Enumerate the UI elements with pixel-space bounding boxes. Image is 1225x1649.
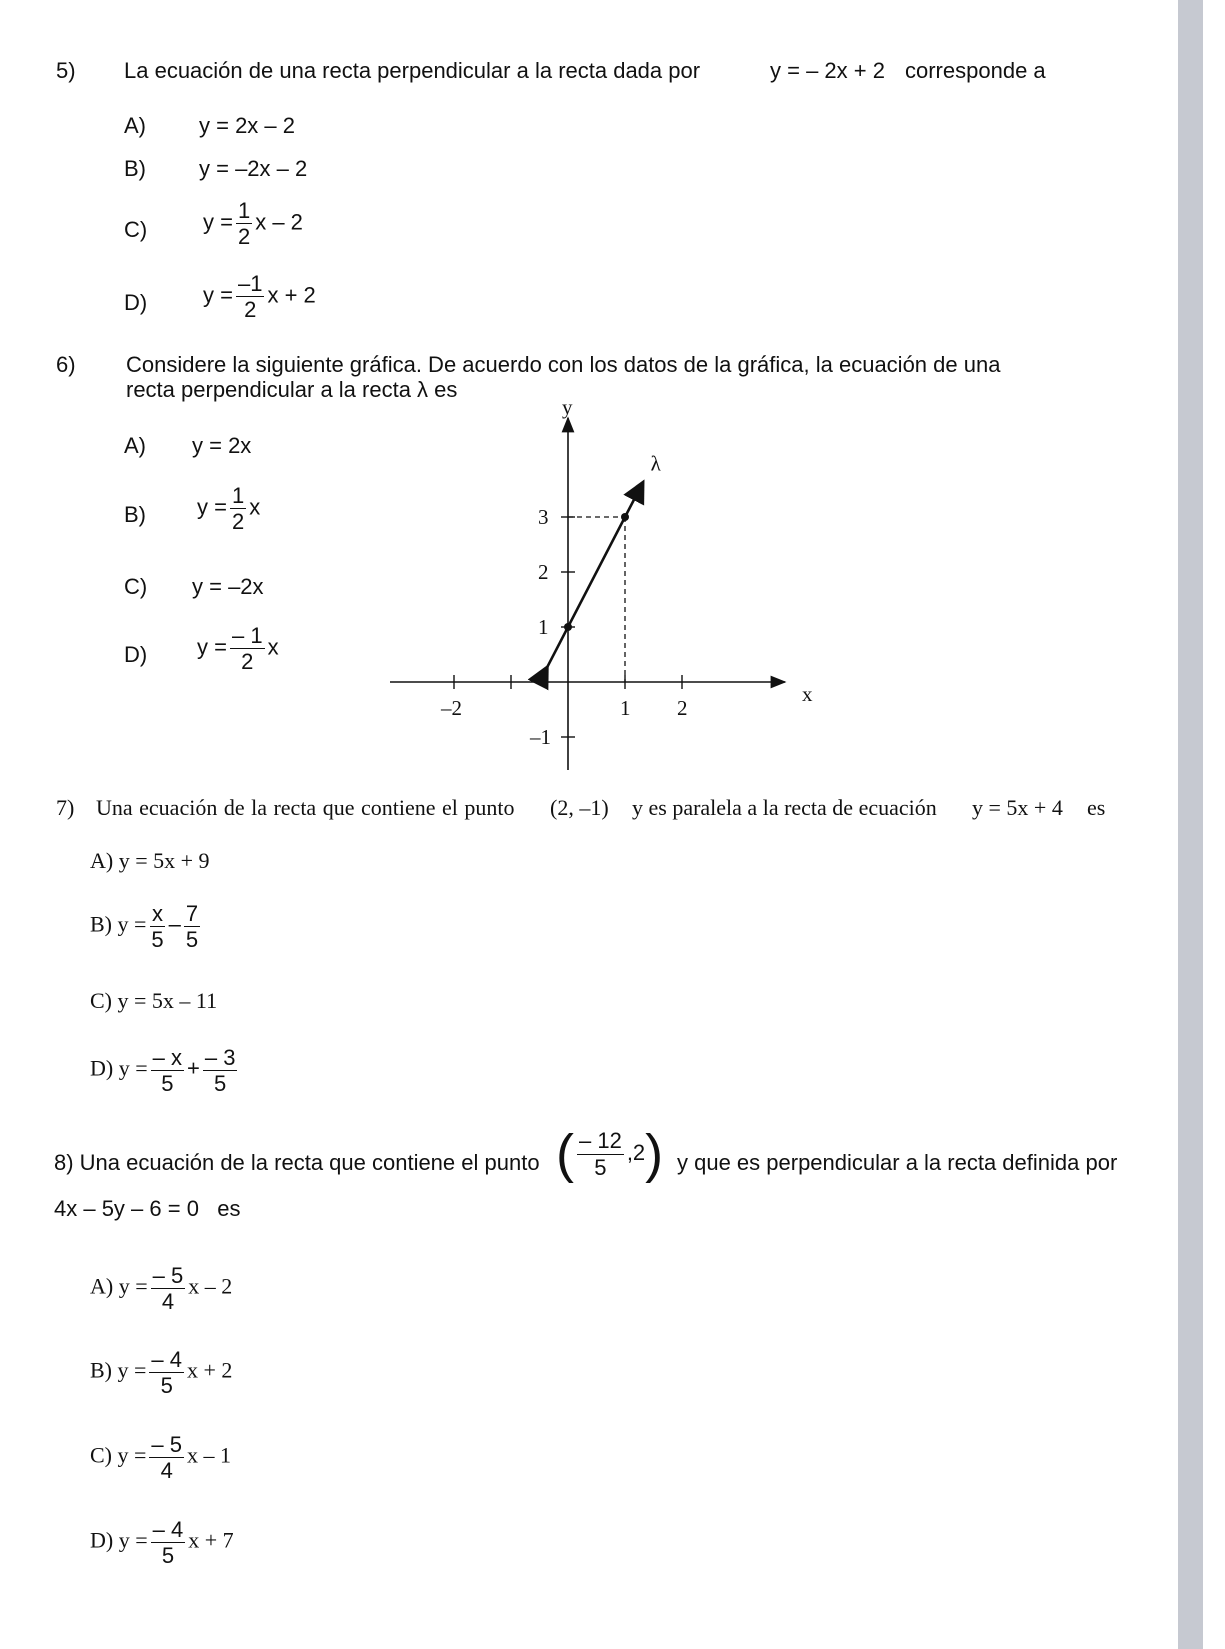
lambda-point bbox=[621, 513, 629, 521]
q5-option-b-label: B) bbox=[124, 156, 146, 181]
q5-option-a: y = 2x – 2 bbox=[199, 113, 296, 138]
q8-option-c-label: C) bbox=[90, 1442, 112, 1468]
q6-d-lhs: y = bbox=[197, 634, 227, 660]
q7-text: Una ecuación de la recta que contiene el punto bbox=[96, 795, 515, 820]
q8-b-rhs: x + 2 bbox=[187, 1357, 233, 1383]
y-tick-label: 2 bbox=[538, 560, 549, 584]
q7-d-op: + bbox=[187, 1055, 200, 1081]
q5-option-c bbox=[203, 199, 303, 248]
q8-d-fraction: $\frac{- 4}{5}$ bbox=[152, 1517, 184, 1569]
y-tick-label: 3 bbox=[538, 505, 549, 529]
q6-option-b-label: B) bbox=[124, 502, 146, 527]
q8-point-fraction: $\frac{- 12}{5}$ bbox=[578, 1128, 622, 1180]
q7-d-lhs: y = bbox=[118, 1055, 148, 1081]
q5-option-d-label: D) bbox=[124, 290, 148, 315]
y-tick-label: 1 bbox=[538, 615, 549, 639]
q5-option-d bbox=[203, 272, 316, 321]
q8-line2 bbox=[54, 1196, 241, 1222]
q8-b-fraction: $\frac{- 4}{5}$ bbox=[151, 1347, 183, 1399]
q6-d-fraction: $\frac{- 1}{2}$ bbox=[231, 623, 263, 675]
q7-option-b-label: B) bbox=[90, 911, 112, 937]
q7-mid: y es paralela a la recta de ecuación bbox=[632, 795, 937, 820]
q7-option-a-label: A) bbox=[90, 848, 114, 873]
q5-option-a-label: A) bbox=[124, 113, 146, 138]
q7-point: (2, –1) bbox=[550, 795, 609, 820]
q8-line2-eq: 4x – 5y – 6 = 0 bbox=[54, 1196, 199, 1221]
q7-option-b bbox=[90, 902, 203, 951]
q8-paren-close: ) bbox=[645, 1124, 664, 1184]
q7-option-c-eq: y = 5x – 11 bbox=[117, 988, 218, 1013]
q5-text: La ecuación de una recta perpendicular a la recta dada por bbox=[124, 58, 701, 83]
lambda-line bbox=[546, 484, 642, 669]
q5-c-lhs: y = bbox=[203, 209, 233, 235]
q7-option-c-label: C) bbox=[90, 988, 112, 1013]
q7-b-op: – bbox=[168, 911, 181, 937]
q8-option-d bbox=[90, 1518, 234, 1567]
q8-a-rhs: x – 2 bbox=[188, 1273, 233, 1299]
x-axis-label: x bbox=[802, 682, 813, 706]
x-tick-label: 1 bbox=[620, 696, 631, 720]
q8-option-b-label: B) bbox=[90, 1357, 112, 1383]
q6-option-d bbox=[197, 624, 279, 673]
q6-b-lhs: y = bbox=[197, 494, 227, 520]
lambda-point bbox=[564, 623, 572, 631]
q7-d-fraction-2: $\frac{- 3}{5}$ bbox=[204, 1045, 236, 1097]
q5-d-lhs: y = bbox=[203, 282, 233, 308]
q7-b-lhs: y = bbox=[117, 911, 147, 937]
q7-option-a bbox=[90, 848, 210, 874]
q5-c-fraction: $\frac{1}{2}$ bbox=[237, 198, 251, 250]
q5-option-c-label: C) bbox=[124, 217, 148, 242]
q7-option-c bbox=[90, 988, 217, 1014]
q6-option-a-label: A) bbox=[124, 433, 146, 458]
q7-option-d bbox=[90, 1046, 240, 1095]
q8-d-lhs: y = bbox=[118, 1527, 148, 1553]
q7-option-a-eq: y = 5x + 9 bbox=[118, 848, 210, 873]
q7-b-fraction-1: $\frac{x}{5}$ bbox=[151, 901, 164, 953]
x-tick-label: 2 bbox=[677, 696, 688, 720]
q7-b-fraction-2: $\frac{7}{5}$ bbox=[185, 901, 199, 953]
q6-b-fraction: $\frac{1}{2}$ bbox=[231, 483, 245, 535]
q5-number: 5) bbox=[56, 58, 76, 83]
q6-option-c: y = –2x bbox=[192, 574, 264, 599]
q7-tail: es bbox=[1087, 795, 1106, 820]
q6-option-a: y = 2x bbox=[192, 433, 252, 458]
q8-option-d-label: D) bbox=[90, 1527, 114, 1553]
q5-c-rhs: x – 2 bbox=[255, 209, 303, 235]
q8-a-fraction: $\frac{- 5}{4}$ bbox=[152, 1263, 184, 1315]
y-tick-label: –1 bbox=[530, 725, 551, 749]
q5-d-fraction: $\frac{-1}{2}$ bbox=[237, 271, 263, 323]
q5-tail: corresponde a bbox=[905, 58, 1046, 83]
q6-option-b bbox=[197, 484, 260, 533]
q8-option-b bbox=[90, 1348, 232, 1397]
q8-c-fraction: $\frac{- 5}{4}$ bbox=[151, 1432, 183, 1484]
q7-option-d-label: D) bbox=[90, 1055, 114, 1081]
q8-text: 8) Una ecuación de la recta que contiene el punto bbox=[54, 1150, 540, 1175]
q8-tail: y que es perpendicular a la recta definida por bbox=[677, 1150, 1118, 1175]
q8-option-a bbox=[90, 1264, 232, 1313]
q8-line2-tail: es bbox=[217, 1196, 241, 1221]
q6-option-d-label: D) bbox=[124, 642, 148, 667]
q6-line1: Considere la siguiente gráfica. De acuerdo con los datos de la gráfica, la ecuación de una bbox=[126, 352, 1001, 377]
q8-point bbox=[556, 1124, 664, 1184]
x-tick-label: –2 bbox=[441, 696, 462, 720]
q5-equation: y = – 2x + 2 bbox=[770, 58, 885, 83]
q8-a-lhs: y = bbox=[118, 1273, 148, 1299]
q6-option-c-label: C) bbox=[124, 574, 148, 599]
q7-equation: y = 5x + 4 bbox=[972, 795, 1063, 820]
scrollbar-strip[interactable] bbox=[1178, 0, 1203, 1649]
q8-b-lhs: y = bbox=[117, 1357, 147, 1383]
q5-option-b: y = –2x – 2 bbox=[199, 156, 308, 181]
q7-number: 7) bbox=[56, 795, 75, 820]
lambda-graph bbox=[390, 400, 830, 775]
q6-number: 6) bbox=[56, 352, 76, 377]
q8-d-rhs: x + 7 bbox=[188, 1527, 234, 1553]
q8-paren-open: ( bbox=[556, 1124, 574, 1184]
q8-option-c bbox=[90, 1433, 231, 1482]
q6-d-rhs: x bbox=[267, 634, 279, 660]
q8-c-lhs: y = bbox=[117, 1442, 147, 1468]
q7-d-fraction-1: $\frac{- x}{5}$ bbox=[152, 1045, 182, 1097]
q6-b-rhs: x bbox=[249, 494, 261, 520]
q8-option-a-label: A) bbox=[90, 1273, 114, 1299]
q6-line2: recta perpendicular a la recta λ es bbox=[126, 377, 458, 402]
lambda-label: λ bbox=[650, 451, 661, 476]
q8-point-y: ,2 bbox=[626, 1139, 646, 1165]
y-axis-label: y bbox=[562, 400, 573, 419]
q5-d-rhs: x + 2 bbox=[267, 282, 316, 308]
q8-c-rhs: x – 1 bbox=[187, 1442, 232, 1468]
